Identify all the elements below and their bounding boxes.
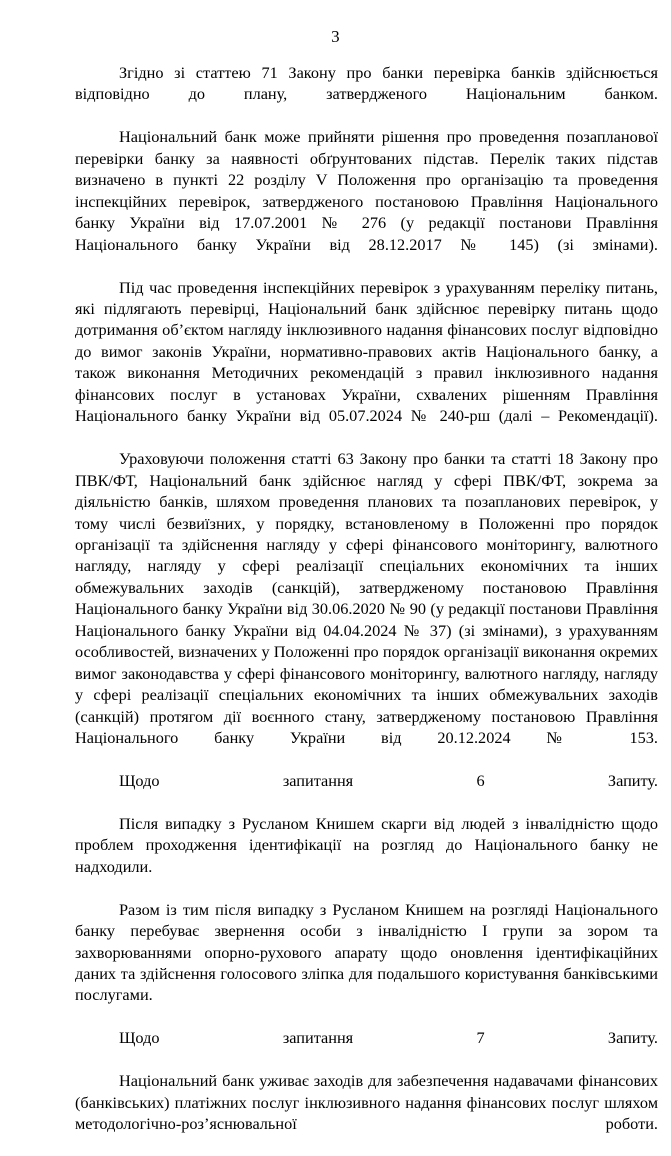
paragraph: Щодо запитання 6 Запиту. bbox=[119, 770, 658, 790]
paragraph: Національний банк може прийняти рішення про проведення позапланової перевірки банку за наявності обґрунтованих підстав. Перелік таких підстав визначено в пункті 22 розділу V Положення про організацію та проведення інспекційних перевірок, затвердженого постановою Правління Національного банку України від 17.07.2001 № 276 (у редакції постанови Правління Національного банку України від 28.12.2017 № 145) (зі змінами). bbox=[75, 127, 658, 254]
paragraph: Ураховуючи положення статті 63 Закону про банки та статті 18 Закону про ПВК/ФТ, Національний банк здійснює нагляд у сфері ПВК/ФТ, зокрема за діяльністю банків, шляхом проведення планових та позапланових перевірок, у тому числі безвиїзних, у порядку, встановленому в Положенні про порядок організації та здійснення нагляду у сфері фінансового моніторингу, валютного нагляду, нагляду у сфері реалізації спеціальних економічних та інших обмежувальних заходів (санкцій), затвердженому постановою Правління Національного банку України від 30.06.2020 № 90 (у редакції постанови Правління Національного банку України від 04.04.2024 № 37) (зі змінами), з урахуванням особливостей, визначених у Положенні про порядок організації виконання окремих вимог законодавства у сфері фінансового моніторингу, валютного нагляду, нагляду у сфері реалізації спеціальних економічних та інших обмежувальних заходів (санкцій) протягом дії воєнного стану, затвердженому постановою Правління Національного банку України від 20.12.2024 № 153. bbox=[75, 449, 658, 748]
page-number: 3 bbox=[331, 27, 340, 46]
document-body bbox=[75, 62, 658, 1156]
paragraph: Національний банк уживає заходів для забезпечення надавачами фінансових (банківських) платіжних послуг інклюзивного надання фінансових послуг шляхом методологічно-роз’яснювальної роботи. bbox=[75, 1071, 658, 1134]
paragraph: Згідно зі статтею 71 Закону про банки перевірка банків здійснюється відповідно до плану, затвердженого Національним банком. bbox=[75, 63, 658, 104]
paragraph: Разом із тим після випадку з Русланом Книшем на розгляді Національного банку перебуває звернення особи з інвалідністю I групи за зором та захворюваннями опорно-рухового апарату щодо оновлення ідентифікаційних даних та здійснення голосового зліпка для подальшого користування банківськими послугами. bbox=[75, 899, 658, 1005]
paragraph: Під час проведення інспекційних перевірок з урахуванням переліку питань, які підлягають перевірці, Національний банк здійснює перевірку питань щодо дотримання об’єктом нагляду інклюзивного надання фінансових послуг відповідно до вимог законів України, нормативно-правових актів Національного банку, а також виконання Методичних рекомендацій з правил інклюзивного надання фінансових послуг в установах України, схвалених рішенням Правління Національного банку України від 05.07.2024 № 240-рш (далі – Рекомендації). bbox=[75, 277, 658, 426]
paragraph: Щодо запитання 7 Запиту. bbox=[119, 1028, 658, 1048]
paragraph: Після випадку з Русланом Книшем скарги від людей з інвалідністю щодо проблем проходження ідентифікації на розгляд до Національного банку не надходили. bbox=[75, 813, 658, 876]
